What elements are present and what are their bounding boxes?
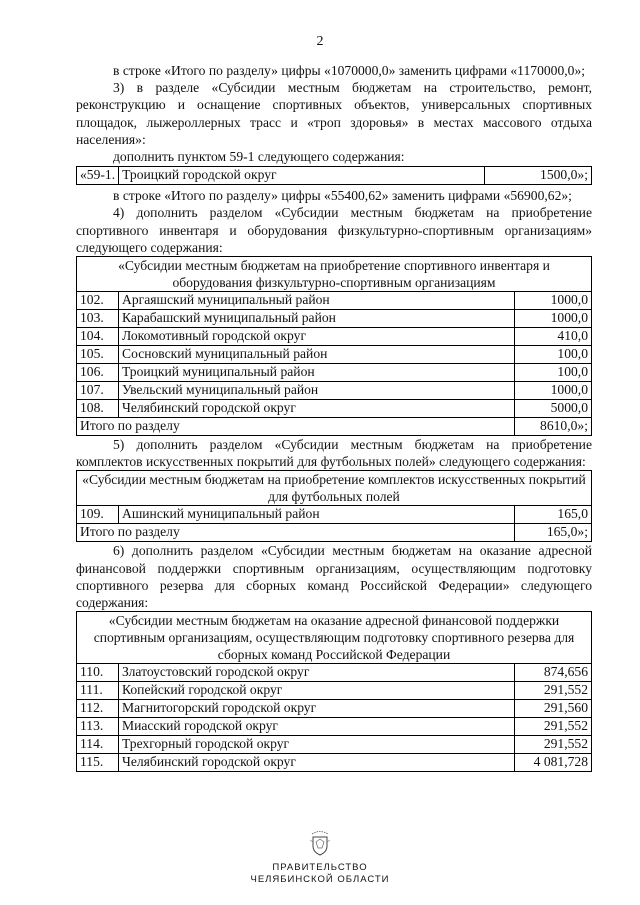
table-row bbox=[77, 292, 592, 310]
table-sports-equipment bbox=[76, 256, 592, 436]
paragraph-section-4: 4) дополнить разделом «Субсидии местным бюджетам на приобретение спортивного инвентаря и оборудования физкультурно-спортивным организациям» следующего содержания: bbox=[76, 205, 592, 255]
row-value: 1000,0 bbox=[515, 292, 592, 310]
table-header: «Субсидии местным бюджетам на приобретение комплектов искусственных покрытий для футбольных полей bbox=[77, 471, 592, 506]
org-name-line-2: ЧЕЛЯБИНСКОЙ ОБЛАСТИ bbox=[250, 874, 390, 885]
row-name: Аргаяшский муниципальный район bbox=[119, 292, 515, 310]
row-value: 5000,0 bbox=[515, 400, 592, 418]
paragraph-total-change-1: в строке «Итого по разделу» цифры «1070000,0» заменить цифрами «1170000,0»; bbox=[113, 63, 586, 78]
row-value: 291,552 bbox=[515, 736, 592, 754]
row-value: 291,552 bbox=[515, 718, 592, 736]
row-name: Копейский городской округ bbox=[119, 682, 515, 700]
row-name: Магнитогорский городской округ bbox=[119, 700, 515, 718]
row-number: 110. bbox=[77, 664, 119, 682]
row-number: 105. bbox=[77, 346, 119, 364]
row-value: 100,0 bbox=[515, 346, 592, 364]
table-total-row bbox=[77, 418, 592, 436]
table-row bbox=[77, 364, 592, 382]
paragraph-add-item: дополнить пунктом 59-1 следующего содержания: bbox=[113, 149, 405, 165]
row-number: 109. bbox=[77, 506, 119, 524]
paragraph-total-change-2: в строке «Итого по разделу» цифры «55400,62» заменить цифрами «56900,62»; bbox=[113, 188, 572, 204]
row-value: 1500,0»; bbox=[485, 167, 592, 185]
row-value: 291,560 bbox=[515, 700, 592, 718]
row-name: Челябинский городской округ bbox=[119, 400, 515, 418]
total-label: Итого по разделу bbox=[77, 524, 515, 542]
row-number: «59-1. bbox=[77, 167, 119, 185]
row-number: 111. bbox=[77, 682, 119, 700]
row-value: 1000,0 bbox=[515, 310, 592, 328]
total-label: Итого по разделу bbox=[77, 418, 515, 436]
row-value: 1000,0 bbox=[515, 382, 592, 400]
row-name: Златоустовский городской округ bbox=[119, 664, 515, 682]
table-row bbox=[77, 400, 592, 418]
table-row bbox=[77, 506, 592, 524]
page-number: 2 bbox=[316, 34, 324, 49]
table-row bbox=[77, 310, 592, 328]
row-name: Карабашский муниципальный район bbox=[119, 310, 515, 328]
row-value: 4 081,728 bbox=[515, 754, 592, 772]
total-value: 165,0»; bbox=[515, 524, 592, 542]
table-row bbox=[77, 382, 592, 400]
paragraph-section-6: 6) дополнить разделом «Субсидии местным бюджетам на оказание адресной финансовой поддержки спортивным организациям, осуществляющим подготовку спортивного резерва для сборных команд Российской Федерации» следующего содержания: bbox=[76, 543, 592, 611]
table-row bbox=[77, 736, 592, 754]
table-row bbox=[77, 754, 592, 772]
row-value: 874,656 bbox=[515, 664, 592, 682]
table-row bbox=[77, 346, 592, 364]
row-value: 165,0 bbox=[515, 506, 592, 524]
paragraph-section-3: 3) в разделе «Субсидии местным бюджетам на строительство, ремонт, реконструкцию и оснащение спортивных объектов, универсальных спортивных площадок, лыжероллерных трасс и «троп здоровья» в местах массового отдыха населения»: bbox=[76, 80, 592, 147]
org-name-line-1: ПРАВИТЕЛЬСТВО bbox=[272, 862, 368, 873]
row-value: 291,552 bbox=[515, 682, 592, 700]
row-name: Трехгорный городской округ bbox=[119, 736, 515, 754]
row-number: 114. bbox=[77, 736, 119, 754]
row-name: Миасский городской округ bbox=[119, 718, 515, 736]
row-number: 107. bbox=[77, 382, 119, 400]
row-number: 113. bbox=[77, 718, 119, 736]
table-row bbox=[77, 328, 592, 346]
row-number: 103. bbox=[77, 310, 119, 328]
coat-of-arms-icon bbox=[307, 828, 333, 858]
table-row bbox=[77, 682, 592, 700]
row-number: 104. bbox=[77, 328, 119, 346]
table-total-row bbox=[77, 524, 592, 542]
row-number: 106. bbox=[77, 364, 119, 382]
footer-stamp bbox=[0, 828, 640, 886]
row-name: Троицкий муниципальный район bbox=[119, 364, 515, 382]
table-artificial-turf bbox=[76, 470, 592, 542]
row-name: Челябинский городской округ bbox=[119, 754, 515, 772]
document-body bbox=[76, 62, 592, 772]
table-row bbox=[77, 167, 592, 185]
row-number: 112. bbox=[77, 700, 119, 718]
table-header: «Субсидии местным бюджетам на приобретение спортивного инвентаря и оборудования физкультурно-спортивным организациям bbox=[77, 257, 592, 292]
row-name: Увельский муниципальный район bbox=[119, 382, 515, 400]
paragraph-section-5: 5) дополнить разделом «Субсидии местным бюджетам на приобретение комплектов искусственных покрытий для футбольных полей» следующего содержания: bbox=[76, 437, 592, 470]
row-name: Локомотивный городской округ bbox=[119, 328, 515, 346]
row-number: 115. bbox=[77, 754, 119, 772]
table-sports-reserve bbox=[76, 611, 592, 772]
row-number: 102. bbox=[77, 292, 119, 310]
total-value: 8610,0»; bbox=[515, 418, 592, 436]
row-value: 410,0 bbox=[515, 328, 592, 346]
table-row bbox=[77, 718, 592, 736]
row-name: Ашинский муниципальный район bbox=[119, 506, 515, 524]
row-name: Троицкий городской округ bbox=[119, 167, 485, 185]
row-name: Сосновский муниципальный район bbox=[119, 346, 515, 364]
row-value: 100,0 bbox=[515, 364, 592, 382]
table-row bbox=[77, 664, 592, 682]
table-item-59-1 bbox=[76, 166, 592, 185]
table-header: «Субсидии местным бюджетам на оказание адресной финансовой поддержки спортивным организациям, осуществляющим подготовку спортивного резерва для сборных команд Российской Федерации bbox=[77, 612, 592, 664]
table-row bbox=[77, 700, 592, 718]
row-number: 108. bbox=[77, 400, 119, 418]
